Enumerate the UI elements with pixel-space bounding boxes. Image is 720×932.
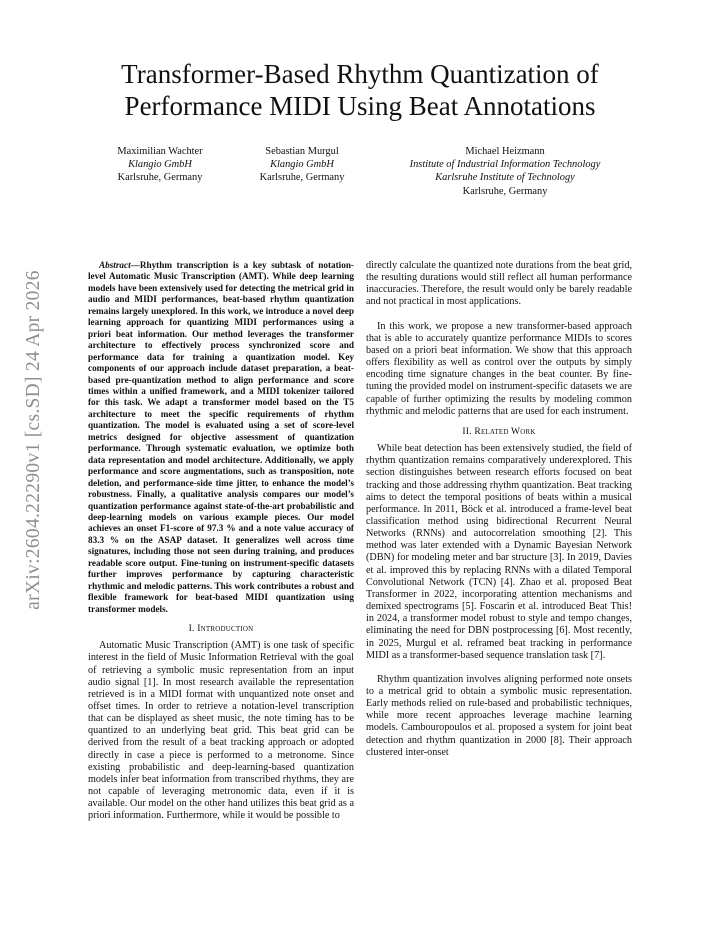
section-number: I.: [188, 623, 195, 635]
author-location: Karlsruhe, Germany: [462, 185, 548, 197]
arxiv-identifier-stamp: [14, 240, 54, 640]
author-block-3: [390, 145, 620, 198]
abstract-text: —Rhythm transcription is a key subtask of notation-level Automatic Music Transcription (AMT). While deep learning models have been extensively used for detecting the metrical grid in audio and MIDI performances, beat-based rhythm quantization remains largely unexplored. In this work, we introduce a novel deep learning approach for quantizing MIDI performances using a priori beat information. Our method leverages the transformer architecture to effectively process synchronized score and performance data for training a quantization model. Key components of our approach include dataset preparation, a beat-based pre-quantization method to align performance and score times within a unified framework, and a MIDI tokenizer tailored for this task. We adapt a transformer model based on the T5 architecture to meet the specific requirements of rhythm quantization. The model is evaluated using a set of score-level metrics designed for objective assessment of quantization performance. Through systematic evaluation, we optimize both data representation and model architecture. Additionally, we apply performance and score augmentations, such as transposition, note deletion, and performance-side time jitter, to enhance the model’s robustness. Finally, a qualitative analysis compares our model’s quantization performance against state-of-the-art probabilistic and deep-learning models on various example pieces. Our model achieves an onset F1-score of 97.3 % and a note value accuracy of 83.3 % on the ASAP dataset. It generalizes well across time signatures, including those not seen during training, and produces readable score output. Fine-tuning on instrument-specific datasets further improves performance by capturing characteristic rhythmic and melodic patterns. This work contributes a robust and flexible framework for beat-based MIDI quantization using transformer models.: [88, 260, 354, 614]
left-column: [88, 260, 354, 823]
author-location: Karlsruhe, Germany: [259, 172, 345, 184]
author-name: Maximilian Wachter: [117, 146, 203, 157]
author-block-1: [100, 145, 220, 185]
related-paragraph-2: Rhythm quantization involves aligning performed note onsets to a metrical grid to obtain a symbolic music representation. Early methods relied on rule-based and probabilistic techniques, while more recent approaches leverage machine learning models. Cambouropoulos et al. proposed a system for joint beat detection and rhythm quantization in 2000 [8]. Their approach clustered inter-onset: [366, 673, 632, 758]
section-title: Related Work: [474, 425, 536, 437]
author-affiliation: Klangio GmbH: [128, 159, 192, 171]
section-heading-introduction: [88, 623, 354, 635]
author-name: Michael Heizmann: [465, 146, 545, 157]
author-name: Sebastian Murgul: [265, 146, 339, 157]
author-location: Karlsruhe, Germany: [117, 172, 203, 184]
intro-paragraph-2: In this work, we propose a new transformer-based approach that is able to accurately quantize performance MIDIs to scores based on a priori beat information. We show that this approach offers flexibility as well as control over the outputs by simply encoding time signature changes in the beat counter. By fine-tuning the provided model on instrument-specific datasets we are capable of further optimizing the results by modeling common rhythmic and melodic patterns that are used for each instrument.: [366, 320, 632, 417]
abstract-label: Abstract: [99, 260, 131, 270]
arxiv-identifier-text: arXiv:2604.22290v1 [cs.SD] 24 Apr 2026: [23, 270, 44, 610]
author-affiliation: Institute of Industrial Information Technology: [409, 159, 601, 171]
related-paragraph-1: While beat detection has been extensively studied, the field of rhythm quantization remains comparatively underexplored. This section distinguishes between research efforts focused on beat tracking and those addressing rhythm quantization. Beat tracking aims to detect the temporal positions of beats within a musical performance. In 2011, Böck et al. introduced a frame-level beat classification method using bidirectional Recurrent Neural Networks (RNNs) and autocorrelation smoothing [2]. This method was later extended with a Dynamic Bayesian Network (DBN) for modeling meter and bar structure [3]. In 2019, Davies et al. improved this by replacing RNNs with a dilated Temporal Convolutional Network (TCN) [4]. Zhao et al. proposed Beat Transformer in 2022, incorporating attention mechanisms and demixed spectrograms [5]. Foscarin et al. introduced Beat This! in 2024, a transformer model robust to style and tempo changes, eliminating the need for DBN postprocessing [6]. Most recently, in 2025, Murgul et al. reframed beat tracking in performance MIDI as a transformer-based sequence translation task [7].: [366, 443, 632, 661]
right-column: [366, 260, 632, 759]
intro-paragraph-1-continued: directly calculate the quantized note durations from the beat grid, the resulting durations would still reflect all human performance inaccuracies. Therefore, the result would only be barely readable and not practical in most applications.: [366, 260, 632, 308]
paper-title-line-1: Transformer-Based Rhythm Quantization of: [121, 59, 599, 89]
paper-title: [80, 58, 640, 122]
section-number: II.: [462, 425, 472, 437]
section-title: Introduction: [197, 623, 254, 635]
author-block-2: [242, 145, 362, 185]
intro-paragraph-1: Automatic Music Transcription (AMT) is one task of specific interest in the field of Music Information Retrieval with the goal of retrieving a symbolic music representation from an input audio signal [1]. In most research available the representation retrieved is in a MIDI format with unquantized note onset and offset times. In order to retrieve a notation-level transcription that can be displayed as sheet music, the note timing has to be quantized to an underlying beat grid. This beat grid can be derived from the result of a beat tracking approach or adopted directly in case a piece is performed to a metronome. Since existing probabilistic and deep-learning-based quantization models infer beat information from transcribed rhythms, they are not capable of leveraging metronomic data, even if it is available. Our model on the other hand utilizes this beat grid as a priori information. Furthermore, while it would be possible to: [88, 640, 354, 822]
author-affiliation: Klangio GmbH: [270, 159, 334, 171]
paper-title-line-2: Performance MIDI Using Beat Annotations: [124, 91, 596, 121]
section-heading-related-work: [366, 426, 632, 438]
author-affiliation-secondary: Karlsruhe Institute of Technology: [435, 172, 575, 184]
abstract: [88, 260, 354, 615]
